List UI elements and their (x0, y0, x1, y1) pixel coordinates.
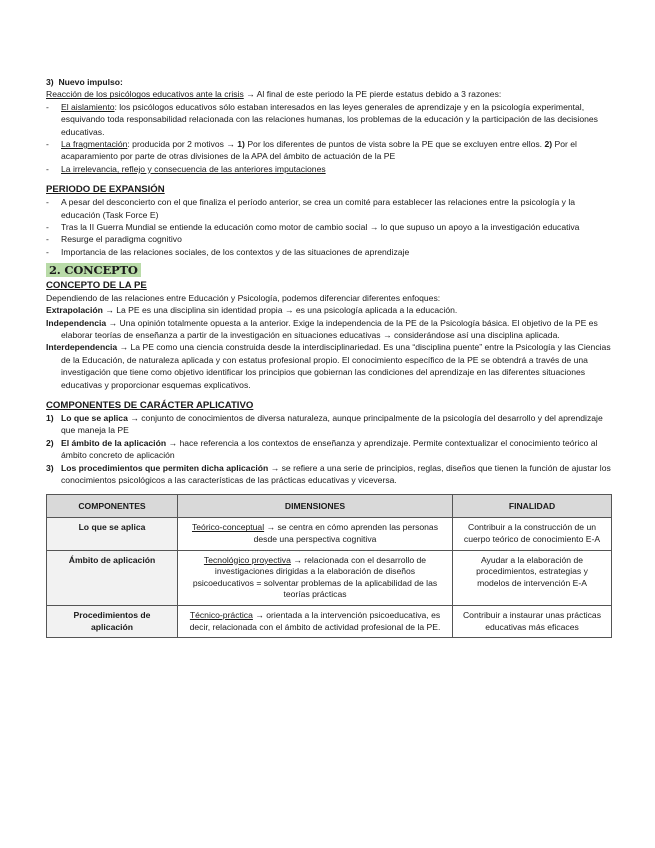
table-cell-dimension: Tecnológico proyectiva → relacionada con el desarrollo de investigaciones dirigidas a la elaboración de diseños psicoeducativos = solventar problemas de la aplicabilidad de las teorías prácticas (178, 550, 453, 605)
concepto-intro: Dependiendo de las relaciones entre Educación y Psicología, podemos diferenciar diferentes enfoques: (46, 292, 441, 303)
section-heading-nuevo-impulso: 3) Nuevo impulso: (46, 77, 123, 87)
list-item: - A pesar del desconcierto con el que finaliza el período anterior, se crea un comité para establecer las relaciones entre la psicología y la educación (Task Force E) (46, 196, 612, 221)
table-header: DIMENSIONES (178, 495, 453, 518)
list-item: - Importancia de las relaciones sociales, de los contextos y de las situaciones de aprendizaje (46, 246, 612, 258)
list-item: - El aislamiento: los psicólogos educativos sólo estaban interesados en las leyes generales de aprendizaje y en la psicología experimental, esquivando toda responsabilidad relacionada con las relaciones humanas, los problemas de la educación y la participación de las decisiones educativas. (46, 101, 612, 138)
enfoque-extrapolacion: Extrapolación → La PE es una disciplina sin identidad propia → es una psicología aplicada a la educación. (46, 305, 458, 316)
table-cell-dimension: Teórico-conceptual → se centra en cómo aprenden las personas desde una perspectiva cognitiva (178, 518, 453, 550)
enfoque-independencia: Independencia → Una opinión totalmente opuesta a la anterior. Exige la independencia de la PE de la Psicología básica. El objetivo de la PE es elaborar teorías de enseñanza a partir de la investigación en situaciones educativas → considerándose así una disciplina aplicada. (46, 317, 598, 340)
list-item: - La fragmentación: producida por 2 motivos → 1) Por los diferentes de puntos de vista sobre la PE que se excluyen entre ellos. 2) Por el acaparamiento por parte de otras divisiones de la APA del ámbito de actuación de la PE (46, 138, 612, 163)
list-item: 2) El ámbito de la aplicación → hace referencia a los contextos de enseñanza y aprendizaje. Permite contextualizar el conocimiento teórico al ámbito concreto de aplicación (46, 437, 598, 461)
table-row (47, 605, 612, 637)
subsection-title-concepto-pe: CONCEPTO DE LA PE (46, 279, 147, 291)
list-item: - Resurge el paradigma cognitivo (46, 233, 612, 245)
table-cell-finalidad: Ayudar a la elaboración de procedimientos, estrategias y modelos de intervención E-A (453, 550, 612, 605)
list-item: 3) Los procedimientos que permiten dicha aplicación → se refiere a una serie de principios, reglas, diseños que tienen la función de ajustar los conocimientos psicológicos a las características de las prácticas educativas y viceversa. (46, 462, 611, 485)
componentes-table (46, 494, 612, 638)
section-title-expansion: PERIODO DE EXPANSIÓN (46, 184, 165, 196)
table-cell-finalidad: Contribuir a instaurar unas prácticas educativas más eficaces (453, 605, 612, 637)
table-cell-componente: Procedimientos de aplicación (47, 605, 178, 637)
section-heading-concepto: 2. CONCEPTO (46, 263, 141, 277)
document-content (46, 76, 612, 638)
table-cell-componente: Lo que se aplica (47, 518, 178, 550)
table-header-row (47, 495, 612, 518)
section-title-componentes: COMPONENTES DE CARÁCTER APLICATIVO (46, 399, 254, 411)
table-cell-finalidad: Contribuir a la construcción de un cuerpo teórico de conocimiento E-A (453, 518, 612, 550)
list-item: - Tras la II Guerra Mundial se entiende la educación como motor de cambio social → lo que supuso un apoyo a la investigación educativa (46, 221, 612, 233)
list-item: 1) Lo que se aplica → conjunto de conocimientos de diversa naturaleza, aunque principalmente de la psicología del desarrollo y del aprendizaje que maneja la PE (46, 412, 603, 436)
enfoque-interdependencia: Interdependencia → La PE como una ciencia construida desde la interdisciplinariedad. Es una “disciplina puente” entre la Psicología y las Ciencias de la Educación, de naturaleza aplicada y con estatus profesional propio. El conocimiento específico de la PE se obtendrá a través de una investigación que tiene como objetivo identificar los principios que gobiernan las condiciones del aprendizaje en las diferentes situaciones educativas y proporcionar esquemas explicativos. (46, 342, 611, 390)
table-cell-dimension: Técnico-práctica → orientada a la intervención psicoeducativa, es decir, relacionada con el ámbito de actividad profesional de la PE. (178, 605, 453, 637)
table-header: FINALIDAD (453, 495, 612, 518)
list-item: - La irrelevancia, reflejo y consecuencia de las anteriores imputaciones (46, 163, 612, 175)
nuevo-impulso-intro: Reacción de los psicólogos educativos ante la crisis → Al final de este periodo la PE pierde estatus debido a 3 razones: (46, 89, 502, 100)
table-header: COMPONENTES (47, 495, 178, 518)
table-row (47, 550, 612, 605)
table-row (47, 518, 612, 550)
table-cell-componente: Ámbito de aplicación (47, 550, 178, 605)
